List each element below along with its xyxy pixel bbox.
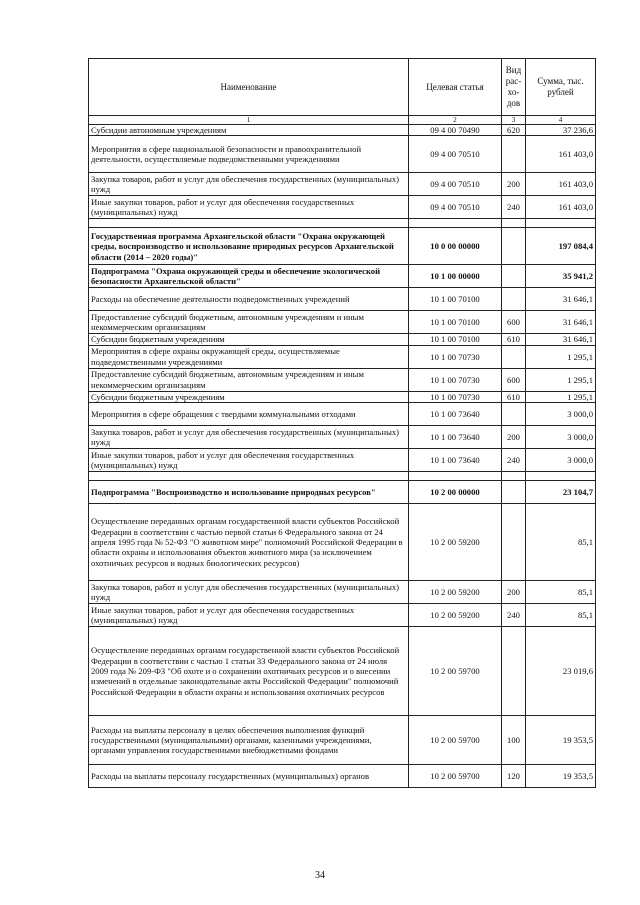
- cell-expense-kind: [502, 481, 526, 504]
- cell-target-code: 09 4 00 70510: [409, 173, 502, 196]
- header-code: Целевая статья: [409, 59, 502, 116]
- cell-name: Иные закупки товаров, работ и услуг для обеспечения государственных (муниципальных) нужд: [89, 196, 409, 219]
- table-row: [89, 481, 596, 504]
- table-row: [89, 196, 596, 219]
- cell-amount: 3 000,0: [526, 426, 596, 449]
- cell-target-code: 09 4 00 70490: [409, 125, 502, 136]
- cell-amount: 161 403,0: [526, 196, 596, 219]
- cell-expense-kind: 240: [502, 604, 526, 627]
- cell-expense-kind: [502, 136, 526, 173]
- cell-amount: 23 019,6: [526, 627, 596, 716]
- cell-expense-kind: 120: [502, 765, 526, 788]
- cell-name: Закупка товаров, работ и услуг для обеспечения государственных (муниципальных) нужд: [89, 581, 409, 604]
- cell-name: Расходы на обеспечение деятельности подведомственных учреждений: [89, 288, 409, 311]
- cell-name: Субсидии автономным учреждениям: [89, 125, 409, 136]
- column-number: 3: [502, 116, 526, 125]
- cell-expense-kind: 200: [502, 426, 526, 449]
- cell-amount: 161 403,0: [526, 173, 596, 196]
- cell-expense-kind: 600: [502, 368, 526, 391]
- table-row: [89, 504, 596, 581]
- cell-target-code: 10 1 00 70730: [409, 345, 502, 368]
- table-row: [89, 581, 596, 604]
- table-row: [89, 334, 596, 345]
- table-row: [89, 173, 596, 196]
- column-number-row: [89, 116, 596, 125]
- cell-name: Предоставление субсидий бюджетным, автономным учреждениям и иным некоммерческим организациям: [89, 368, 409, 391]
- cell-name: Подпрограмма "Воспроизводство и использование природных ресурсов": [89, 481, 409, 504]
- table-row: [89, 136, 596, 173]
- cell-name: Закупка товаров, работ и услуг для обеспечения государственных (муниципальных) нужд: [89, 173, 409, 196]
- cell-expense-kind: [502, 228, 526, 265]
- cell-name: Мероприятия в сфере обращения с твердыми коммунальными отходами: [89, 403, 409, 426]
- header-kind: Вид рас-хо-дов: [502, 59, 526, 116]
- cell-target-code: 10 0 00 00000: [409, 228, 502, 265]
- cell-expense-kind: [502, 288, 526, 311]
- cell-name: Подпрограмма "Охрана окружающей среды и обеспечение экологической безопасности Архангельской области": [89, 265, 409, 288]
- spacer-row: [89, 219, 596, 228]
- header-name: Наименование: [89, 59, 409, 116]
- cell-amount: 1 295,1: [526, 368, 596, 391]
- empty-cell: [526, 472, 596, 481]
- cell-target-code: 10 1 00 00000: [409, 265, 502, 288]
- table-row: [89, 716, 596, 765]
- cell-target-code: 10 1 00 73640: [409, 403, 502, 426]
- cell-name: Закупка товаров, работ и услуг для обеспечения государственных (муниципальных) нужд: [89, 426, 409, 449]
- cell-target-code: 10 1 00 70100: [409, 288, 502, 311]
- cell-name: Расходы на выплаты персоналу государственных (муниципальных) органов: [89, 765, 409, 788]
- cell-expense-kind: [502, 627, 526, 716]
- cell-amount: 3 000,0: [526, 403, 596, 426]
- cell-expense-kind: [502, 265, 526, 288]
- table-row: [89, 604, 596, 627]
- cell-target-code: 10 1 00 73640: [409, 426, 502, 449]
- budget-table-body: [89, 59, 596, 788]
- cell-name: Субсидии бюджетным учреждениям: [89, 391, 409, 402]
- cell-amount: 1 295,1: [526, 391, 596, 402]
- cell-expense-kind: 600: [502, 311, 526, 334]
- table-row: [89, 368, 596, 391]
- table-row: [89, 345, 596, 368]
- cell-name: Расходы на выплаты персоналу в целях обеспечения выполнения функций государственными (муниципальными) органами, казенными учреждениями, органами управления государственными внебюджетными фондами: [89, 716, 409, 765]
- table-header-row: [89, 59, 596, 116]
- page-number: 34: [315, 870, 325, 881]
- column-number: 1: [89, 116, 409, 125]
- cell-amount: 37 236,6: [526, 125, 596, 136]
- cell-target-code: 10 2 00 59200: [409, 581, 502, 604]
- cell-name: Мероприятия в сфере охраны окружающей среды, осуществляемые подведомственными учреждениями: [89, 345, 409, 368]
- cell-name: Осуществление переданных органам государственной власти субъектов Российской Федерации в соответствии с частью первой статьи 6 Федерального закона от 24 апреля 1995 года № 52-ФЗ "О животном мире" полномочий Российской Федерации в области охраны и использования объектов животного мира (за исключением охотничьих ресурсов и водных биологических ресурсов): [89, 504, 409, 581]
- cell-amount: 197 084,4: [526, 228, 596, 265]
- cell-target-code: 10 2 00 59700: [409, 716, 502, 765]
- table-row: [89, 627, 596, 716]
- cell-name: Осуществление переданных органам государственной власти субъектов Российской Федерации в соответствии с частью 1 статьи 33 Федерального закона от 24 июля 2009 года № 209-ФЗ "Об охоте и о сохранении охотничьих ресурсов и о внесении изменений в отдельные законодательные акты Российской Федерации" полномочий Российской Федерации в области охраны и использования охотничьих ресурсов: [89, 627, 409, 716]
- cell-expense-kind: 200: [502, 173, 526, 196]
- table-row: [89, 449, 596, 472]
- cell-amount: 31 646,1: [526, 288, 596, 311]
- table-row: [89, 391, 596, 402]
- cell-amount: 23 104,7: [526, 481, 596, 504]
- table-row: [89, 765, 596, 788]
- empty-cell: [502, 219, 526, 228]
- table-row: [89, 426, 596, 449]
- cell-target-code: 10 1 00 70100: [409, 311, 502, 334]
- cell-name: Государственная программа Архангельской области "Охрана окружающей среды, воспроизводство и использование природных ресурсов Архангельской области (2014 – 2020 годы)": [89, 228, 409, 265]
- cell-name: Мероприятия в сфере национальной безопасности и правоохранительной деятельности, осуществляемые подведомственными учреждениями: [89, 136, 409, 173]
- table-row: [89, 288, 596, 311]
- empty-cell: [89, 472, 409, 481]
- cell-target-code: 10 2 00 00000: [409, 481, 502, 504]
- spacer-row: [89, 472, 596, 481]
- cell-amount: 35 941,2: [526, 265, 596, 288]
- cell-target-code: 10 1 00 70730: [409, 391, 502, 402]
- cell-expense-kind: 200: [502, 581, 526, 604]
- cell-amount: 31 646,1: [526, 334, 596, 345]
- table-row: [89, 125, 596, 136]
- cell-name: Иные закупки товаров, работ и услуг для обеспечения государственных (муниципальных) нужд: [89, 449, 409, 472]
- cell-expense-kind: [502, 403, 526, 426]
- cell-amount: 1 295,1: [526, 345, 596, 368]
- empty-cell: [502, 472, 526, 481]
- cell-expense-kind: 610: [502, 334, 526, 345]
- cell-target-code: 10 2 00 59200: [409, 504, 502, 581]
- table-row: [89, 228, 596, 265]
- cell-target-code: 10 2 00 59700: [409, 627, 502, 716]
- cell-amount: 19 353,5: [526, 716, 596, 765]
- cell-expense-kind: 240: [502, 196, 526, 219]
- cell-target-code: 10 1 00 70730: [409, 368, 502, 391]
- cell-target-code: 09 4 00 70510: [409, 136, 502, 173]
- cell-amount: 19 353,5: [526, 765, 596, 788]
- cell-amount: 85,1: [526, 604, 596, 627]
- cell-target-code: 10 1 00 70100: [409, 334, 502, 345]
- table-row: [89, 265, 596, 288]
- cell-expense-kind: 620: [502, 125, 526, 136]
- cell-expense-kind: 610: [502, 391, 526, 402]
- cell-amount: 31 646,1: [526, 311, 596, 334]
- budget-table: [88, 58, 596, 788]
- cell-name: Иные закупки товаров, работ и услуг для обеспечения государственных (муниципальных) нужд: [89, 604, 409, 627]
- cell-name: Субсидии бюджетным учреждениям: [89, 334, 409, 345]
- cell-target-code: 10 1 00 73640: [409, 449, 502, 472]
- column-number: 4: [526, 116, 596, 125]
- cell-target-code: 10 2 00 59200: [409, 604, 502, 627]
- empty-cell: [89, 219, 409, 228]
- cell-amount: 85,1: [526, 504, 596, 581]
- cell-expense-kind: 240: [502, 449, 526, 472]
- cell-amount: 3 000,0: [526, 449, 596, 472]
- cell-name: Предоставление субсидий бюджетным, автономным учреждениям и иным некоммерческим организациям: [89, 311, 409, 334]
- cell-expense-kind: [502, 504, 526, 581]
- column-number: 2: [409, 116, 502, 125]
- cell-amount: 161 403,0: [526, 136, 596, 173]
- table-row: [89, 311, 596, 334]
- empty-cell: [409, 472, 502, 481]
- header-sum: Сумма, тыс. рублей: [526, 59, 596, 116]
- cell-amount: 85,1: [526, 581, 596, 604]
- cell-expense-kind: [502, 345, 526, 368]
- cell-target-code: 09 4 00 70510: [409, 196, 502, 219]
- empty-cell: [409, 219, 502, 228]
- cell-target-code: 10 2 00 59700: [409, 765, 502, 788]
- empty-cell: [526, 219, 596, 228]
- cell-expense-kind: 100: [502, 716, 526, 765]
- table-row: [89, 403, 596, 426]
